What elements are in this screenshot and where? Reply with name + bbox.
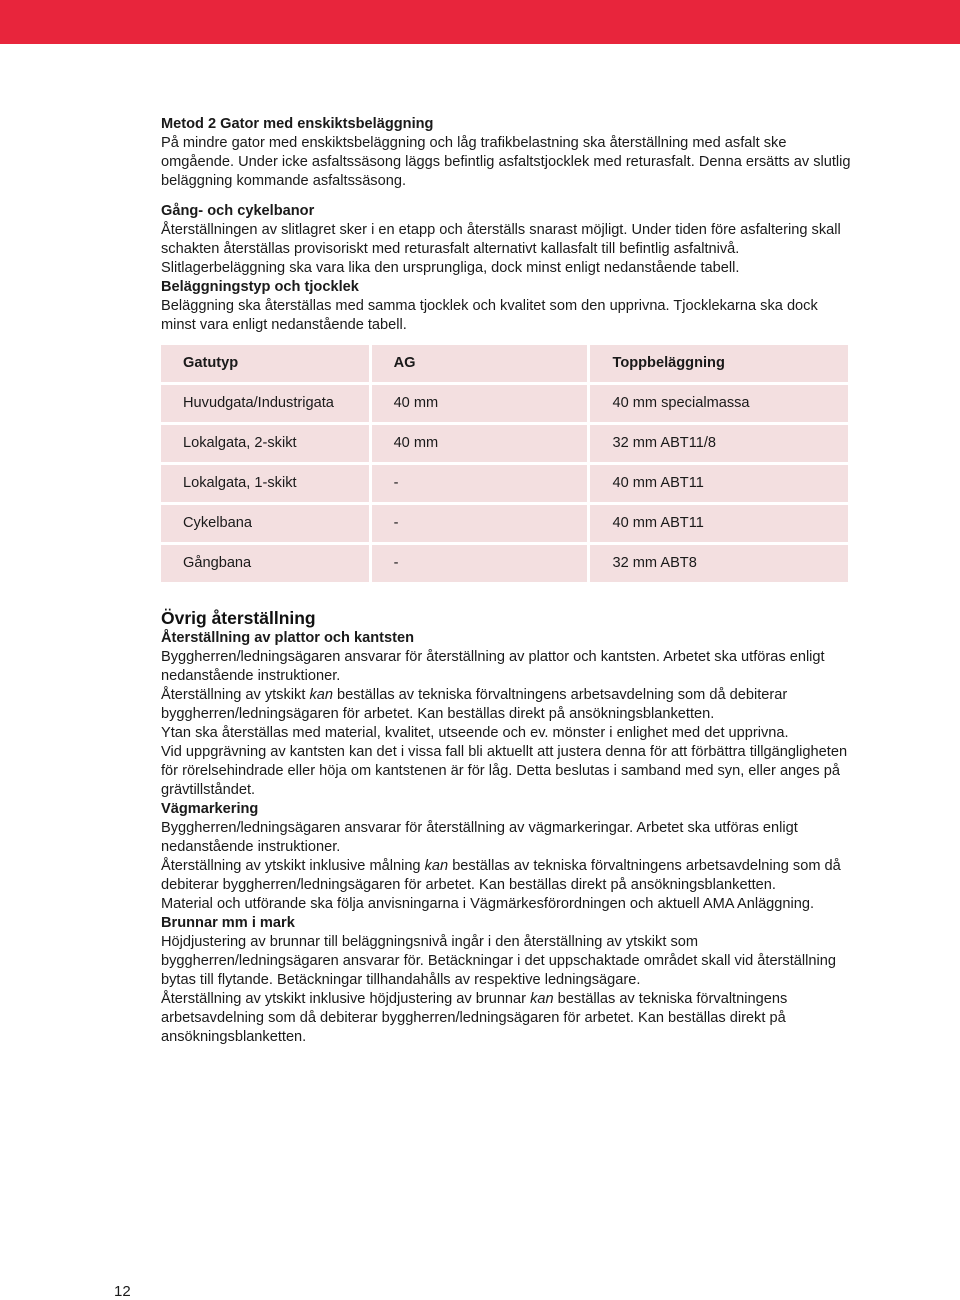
page-number: 12 xyxy=(114,1283,131,1300)
table-header-row xyxy=(161,345,848,382)
table-row xyxy=(161,425,848,462)
section-body-brunnar-2: Återställning av ytskikt inklusive höjdjustering av brunnar kan beställas av tekniska förvaltningens arbetsavdelning som då debiterar byggherren/ledningsägaren för arbetet. Kan beställas direkt på ansökningsblanketten. xyxy=(161,991,788,1045)
table-row xyxy=(161,465,848,502)
table-header-cell: Gatutyp xyxy=(161,345,369,382)
table-cell: - xyxy=(372,545,588,582)
table-cell: Lokalgata, 1-skikt xyxy=(161,465,369,502)
table-cell: 40 mm xyxy=(372,425,588,462)
section-body-plattor-3: Ytan ska återställas med material, kvalitet, utseende och ev. mönster i enlighet med det upprivna. xyxy=(161,725,789,741)
table-cell: 32 mm ABT11/8 xyxy=(590,425,848,462)
section-heading-ovrig: Övrig återställning xyxy=(161,608,316,628)
table-row xyxy=(161,545,848,582)
section-body-brunnar-1: Höjdjustering av brunnar till beläggningsnivå ingår i den återställning av ytskikt som byggherren/ledningsägaren ansvarar för. Betäckningar i det uppschaktade området skall vid återställning bytas till flytande. Betäckningar tillhandahålls av respektive ledningsägare. xyxy=(161,934,836,988)
section-title-brunnar: Brunnar mm i mark xyxy=(161,915,295,931)
section-body-belaggningstyp: Beläggning ska återställas med samma tjocklek och kvalitet som den upprivna. Tjocklekarna ska dock minst vara enligt nedanstående tabell. xyxy=(161,298,818,333)
table-header-cell: AG xyxy=(372,345,588,382)
table-row xyxy=(161,385,848,422)
section-body-vagmarkering-2: Återställning av ytskikt inklusive målning kan beställas av tekniska förvaltningens arbetsavdelning som då debiterar byggherren/ledningsägaren för arbetet. Kan beställas direkt på ansökningsblanketten. xyxy=(161,858,841,893)
section-title-metod2: Metod 2 Gator med enskiktsbeläggning xyxy=(161,116,434,132)
table-cell: - xyxy=(372,505,588,542)
section-body-plattor-4: Vid uppgrävning av kantsten kan det i vissa fall bli aktuellt att justera denna för att förbättra tillgängligheten för rörelsehindrade eller höja om kantstenen är för låg. Detta beslutas i samband med syn, eller anges på grävtillståndet. xyxy=(161,744,848,798)
table-cell: 40 mm ABT11 xyxy=(590,465,848,502)
section-body-metod2: På mindre gator med enskiktsbeläggning och låg trafikbelastning ska återställning med asfalt ske omgående. Under icke asfaltssäsong läggs befintlig asfaltstjocklek med returasfalt. Denna ersätts av slutlig beläggning kommande asfaltssäsong. xyxy=(161,135,851,189)
table-cell: - xyxy=(372,465,588,502)
section-body-gang-cykel-1: Återställningen av slitlagret sker i en etapp och återställs snarast möjligt. Under tiden före asfaltering skall schakten återställas provisoriskt med returasfalt alternativt kallasfalt till befintlig asfaltnivå. xyxy=(161,222,841,257)
section-title-vagmarkering: Vägmarkering xyxy=(161,801,259,817)
table-cell: 40 mm xyxy=(372,385,588,422)
thickness-table xyxy=(158,342,851,585)
section-title-belaggningstyp: Beläggningstyp och tjocklek xyxy=(161,279,359,295)
table-cell: Lokalgata, 2-skikt xyxy=(161,425,369,462)
section-body-vagmarkering-1: Byggherren/ledningsägaren ansvarar för återställning av vägmarkeringar. Arbetet ska utföras enligt nedanstående instruktioner. xyxy=(161,820,798,855)
section-body-gang-cykel-2: Slitlagerbeläggning ska vara lika den ursprungliga, dock minst enligt nedanstående tabell. xyxy=(161,260,740,276)
table-cell: Cykelbana xyxy=(161,505,369,542)
table-cell: Huvudgata/Industrigata xyxy=(161,385,369,422)
table-cell: 32 mm ABT8 xyxy=(590,545,848,582)
table-cell: 40 mm specialmassa xyxy=(590,385,848,422)
section-title-gang-cykel: Gång- och cykelbanor xyxy=(161,203,315,219)
table-cell: 40 mm ABT11 xyxy=(590,505,848,542)
table-cell: Gångbana xyxy=(161,545,369,582)
table-row xyxy=(161,505,848,542)
table-header-cell: Toppbeläggning xyxy=(590,345,848,382)
section-body-plattor-1: Byggherren/ledningsägaren ansvarar för återställning av plattor och kantsten. Arbetet ska utföras enligt nedanstående instruktioner. xyxy=(161,649,825,684)
section-body-vagmarkering-3: Material och utförande ska följa anvisningarna i Vägmärkesförordningen och aktuell AMA Anläggning. xyxy=(161,896,815,912)
page-content xyxy=(161,115,851,1047)
section-body-plattor-2: Återställning av ytskikt kan beställas av tekniska förvaltningens arbetsavdelning som då debiterar byggherren/ledningsägaren för arbetet. Kan beställas direkt på ansökningsblanketten. xyxy=(161,687,788,722)
top-color-bar xyxy=(0,0,960,44)
section-title-plattor: Återställning av plattor och kantsten xyxy=(161,630,415,646)
